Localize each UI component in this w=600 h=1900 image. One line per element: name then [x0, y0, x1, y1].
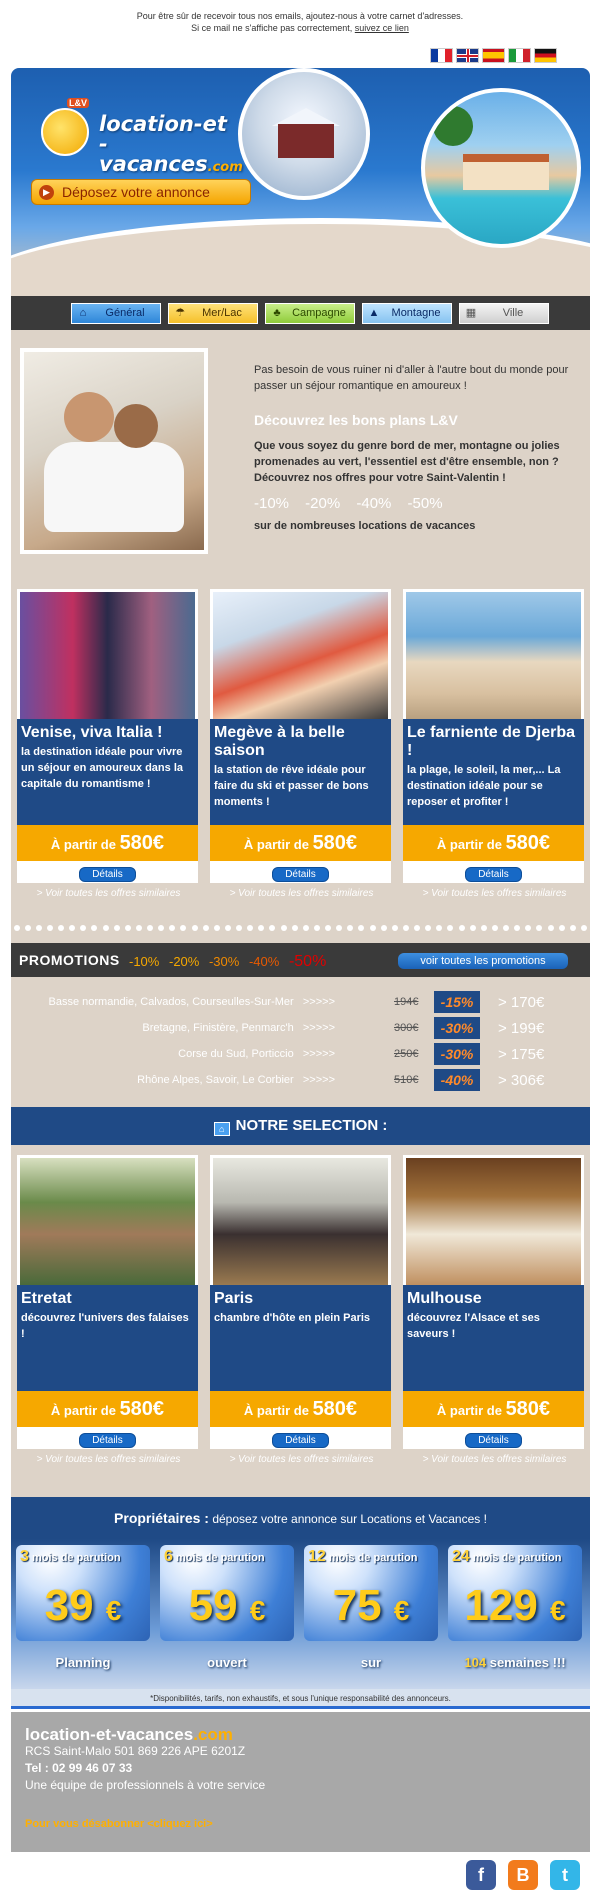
- tab-montagne-label: Montagne: [391, 307, 441, 319]
- promo-arrows: >>>>>: [302, 996, 335, 1008]
- promo-new-price: > 170€: [498, 994, 545, 1011]
- pricing-months: [308, 1548, 417, 1566]
- price-prefix: À partir de: [50, 1403, 116, 1418]
- pricing-caption: [16, 1655, 150, 1670]
- details-button[interactable]: Détails: [272, 867, 329, 882]
- promo-place-text: Rhône Alpes, Savoir, Le Corbier: [137, 1074, 294, 1086]
- pricing-box-24-months[interactable]: [448, 1545, 582, 1641]
- pricing-months-label: mois de parution: [31, 1552, 121, 1564]
- intro-section: [11, 330, 590, 578]
- promotions-percents: [129, 953, 326, 971]
- similar-offers-link[interactable]: > Voir toutes les offres similaires: [229, 888, 374, 899]
- owners-title-bold: Propriétaires :: [114, 1510, 209, 1526]
- offers-section: [11, 578, 590, 943]
- price-prefix: À partir de: [436, 1403, 502, 1418]
- pricing-price-value: 129: [464, 1581, 538, 1630]
- pricing-caption-text: ouvert: [207, 1655, 247, 1670]
- selection-photo-mulhouse[interactable]: [403, 1155, 584, 1285]
- pricing-currency: €: [393, 1595, 410, 1626]
- promo-place-text: Bretagne, Finistère, Penmarc'h: [142, 1022, 294, 1034]
- offer-title[interactable]: Venise, viva Italia !: [21, 724, 163, 741]
- social-links: [466, 1860, 580, 1890]
- category-nav: [11, 296, 590, 330]
- building-icon: ▦: [465, 307, 477, 319]
- tab-mer-lac[interactable]: [168, 303, 258, 324]
- promo-row[interactable]: [11, 1043, 590, 1067]
- offer-card: [210, 589, 391, 899]
- footer-brand-com: .com: [193, 1725, 233, 1744]
- similar-offers-link[interactable]: > Voir toutes les offres similaires: [36, 888, 181, 899]
- pricing-caption-text: sur: [360, 1655, 382, 1670]
- site-logo[interactable]: [41, 98, 243, 176]
- tab-mer-lac-label: Mer/Lac: [202, 307, 242, 319]
- details-button[interactable]: Détails: [79, 867, 136, 882]
- facebook-icon[interactable]: f: [466, 1860, 496, 1890]
- details-button[interactable]: Détails: [465, 1433, 522, 1448]
- pricing-months-num: 6: [164, 1548, 173, 1565]
- tab-ville[interactable]: [459, 303, 549, 324]
- home-icon: ⌂: [214, 1122, 230, 1136]
- promotions-list: [11, 977, 590, 1107]
- mountain-icon: ▲: [368, 307, 380, 319]
- flag-de-icon[interactable]: [534, 48, 557, 63]
- promo-pct: -40%: [248, 954, 280, 969]
- header-photo-pool-villa: [421, 88, 581, 248]
- view-online-link[interactable]: suivez ce lien: [354, 23, 409, 33]
- pricing-months-num: 24: [452, 1548, 470, 1565]
- promo-arrows: >>>>>: [302, 1022, 335, 1034]
- promo-row[interactable]: [11, 991, 590, 1015]
- pricing-months-num: 12: [308, 1548, 326, 1565]
- header-photo-snow-chalet: [238, 68, 370, 200]
- selection-section: [11, 1145, 590, 1497]
- pricing-months: [20, 1548, 121, 1566]
- tab-campagne[interactable]: [265, 303, 355, 324]
- promo-pct: -10%: [129, 954, 160, 969]
- pricing-box-3-months[interactable]: [16, 1545, 150, 1641]
- selection-photo-paris[interactable]: [210, 1155, 391, 1285]
- price-prefix: À partir de: [243, 1403, 309, 1418]
- logo-com: .com: [207, 160, 243, 175]
- promotions-bar: [11, 943, 590, 977]
- selection-price: [17, 1391, 198, 1427]
- owners-title-bar: [11, 1497, 590, 1539]
- pricing-price: [160, 1581, 294, 1631]
- pricing-currency: €: [105, 1595, 122, 1626]
- similar-offers-link[interactable]: > Voir toutes les offres similaires: [229, 1454, 374, 1465]
- flag-it-icon[interactable]: [508, 48, 531, 63]
- similar-offers-link[interactable]: > Voir toutes les offres similaires: [422, 888, 567, 899]
- logo-text: [99, 114, 243, 178]
- price-value: 580€: [505, 1398, 551, 1420]
- notice-line-2-text: Si ce mail ne s'affiche pas correctement,: [191, 23, 355, 33]
- price-value: 580€: [119, 1398, 165, 1420]
- offer-cards: [11, 589, 584, 899]
- pricing-price: [448, 1581, 582, 1631]
- footer-rcs: RCS Saint-Malo 501 869 226 APE 6201Z: [25, 1744, 246, 1758]
- price-prefix: À partir de: [50, 837, 116, 852]
- flag-es-icon[interactable]: [482, 48, 505, 63]
- promo-discount: -30%: [434, 1043, 480, 1065]
- pricing-price-value: 75: [332, 1581, 382, 1630]
- tab-general[interactable]: [71, 303, 161, 324]
- promo-arrows: >>>>>: [302, 1074, 335, 1086]
- pricing-price-value: 59: [188, 1581, 238, 1630]
- similar-offers-link[interactable]: > Voir toutes les offres similaires: [36, 1454, 181, 1465]
- promo-pct: -30%: [208, 954, 240, 969]
- promo-place: [137, 1074, 335, 1086]
- selection-title: NOTRE SELECTION :: [235, 1117, 388, 1134]
- deposez-annonce-button[interactable]: [31, 179, 251, 205]
- promo-new-price: > 175€: [498, 1046, 545, 1063]
- selection-title[interactable]: Mulhouse: [407, 1290, 482, 1307]
- pricing-caption: [448, 1655, 582, 1670]
- owners-title-rest: déposez votre annonce sur Locations et Vacances !: [208, 1512, 487, 1526]
- pricing-caption: [160, 1655, 294, 1670]
- selection-title[interactable]: Etretat: [21, 1290, 72, 1307]
- selection-desc: découvrez l'Alsace et ses saveurs !: [407, 1312, 540, 1340]
- price-value: 580€: [119, 832, 165, 854]
- offer-price: [403, 825, 584, 861]
- footer-brand-name: location-et-vacances: [25, 1725, 194, 1744]
- tab-ville-label: Ville: [502, 307, 524, 319]
- promo-discount: -15%: [434, 991, 480, 1013]
- price-prefix: À partir de: [436, 837, 502, 852]
- header-banner: [11, 68, 590, 296]
- selection-price: [403, 1391, 584, 1427]
- selection-card: [403, 1155, 584, 1465]
- similar-offers-link[interactable]: > Voir toutes les offres similaires: [422, 1454, 567, 1465]
- offer-desc: la station de rêve idéale pour faire du ski et passer de bons moments !: [214, 764, 369, 808]
- intro-percents: -10% -20% -40% -50%: [254, 495, 443, 512]
- selection-price: [210, 1391, 391, 1427]
- details-button[interactable]: Détails: [272, 1433, 329, 1448]
- dotted-divider: [11, 923, 590, 933]
- promo-discount: -30%: [434, 1017, 480, 1039]
- blogger-icon[interactable]: B: [508, 1860, 538, 1890]
- notice-line-1: Pour être sûr de recevoir tous nos emails, ajoutez-nous à votre carnet d'adresses.: [136, 11, 464, 21]
- promotions-label: PROMOTIONS: [19, 952, 120, 968]
- language-flags: [430, 48, 557, 63]
- offer-photo-megeve[interactable]: [210, 589, 391, 719]
- selection-card: [17, 1155, 198, 1465]
- offer-photo-djerba[interactable]: [403, 589, 584, 719]
- twitter-icon[interactable]: t: [550, 1860, 580, 1890]
- pricing-price: [304, 1581, 438, 1631]
- promo-old-price: 300€: [394, 1022, 419, 1034]
- offer-price: [17, 825, 198, 861]
- logo-text-line-1: location-et: [99, 112, 227, 136]
- pricing-caption: [304, 1655, 438, 1670]
- logo-badge: L&V: [69, 98, 87, 108]
- details-button[interactable]: Détails: [465, 867, 522, 882]
- beach-umbrella-icon: ☂: [175, 307, 185, 319]
- intro-paragraph-1: Pas besoin de vous ruiner ni d'aller à l'autre bout du monde pour passer un séjour romantique en amoureux !: [254, 364, 569, 392]
- offer-photo-venise[interactable]: [17, 589, 198, 719]
- promo-pct: -50%: [288, 953, 327, 970]
- pricing-price-value: 39: [44, 1581, 94, 1630]
- pricing-months: [164, 1548, 265, 1566]
- flag-fr-icon[interactable]: [430, 48, 453, 63]
- footer-phone: Tel : 02 99 46 07 33: [25, 1761, 133, 1775]
- promo-new-price: > 199€: [498, 1020, 545, 1037]
- promo-old-price: 510€: [394, 1074, 419, 1086]
- notice-line-2: [0, 22, 600, 34]
- footer-brand[interactable]: [25, 1726, 576, 1743]
- pricing-months-label: mois de parution: [328, 1552, 418, 1564]
- promo-row[interactable]: [11, 1069, 590, 1093]
- price-value: 580€: [312, 832, 358, 854]
- unsubscribe-link[interactable]: Pour vous désabonner <cliquez ici>: [25, 1818, 213, 1830]
- pricing-currency: €: [249, 1595, 266, 1626]
- pricing-caption-text: semaines !!!: [486, 1655, 566, 1670]
- promo-place-text: Corse du Sud, Porticcio: [178, 1048, 294, 1060]
- price-value: 580€: [505, 832, 551, 854]
- price-value: 580€: [312, 1398, 358, 1420]
- logo-text-line-2-main: -vacances: [99, 132, 208, 176]
- tab-general-label: Général: [105, 307, 145, 319]
- promo-place: [142, 1022, 335, 1034]
- price-prefix: À partir de: [243, 837, 309, 852]
- intro-heading: Découvrez les bons plans L&V: [254, 412, 458, 428]
- promo-old-price: 194€: [394, 996, 419, 1008]
- tab-campagne-label: Campagne: [292, 307, 346, 319]
- owners-pricing: [11, 1539, 590, 1689]
- home-icon: ⌂: [79, 307, 87, 319]
- email-notice: [0, 10, 600, 34]
- pricing-months-num: 3: [20, 1548, 29, 1565]
- deposez-annonce-label: Déposez votre annonce: [62, 184, 210, 200]
- promo-discount: -40%: [434, 1069, 480, 1091]
- promo-place: [49, 996, 335, 1008]
- selection-title-bar: [11, 1107, 590, 1145]
- selection-desc: chambre d'hôte en plein Paris: [214, 1312, 371, 1324]
- intro-paragraph-2: Que vous soyez du genre bord de mer, montagne ou jolies promenades au vert, l'essentiel est d'être ensemble, non ? Découvrez nos offres pour votre Saint-Valentin !: [254, 440, 560, 484]
- offer-title[interactable]: Le farniente de Djerba !: [407, 724, 576, 759]
- promo-arrows: >>>>>: [302, 1048, 335, 1060]
- selection-desc: découvrez l'univers des falaises !: [21, 1312, 189, 1340]
- pricing-caption-text: Planning: [55, 1655, 111, 1670]
- offer-desc: la destination idéale pour vivre un séjour en amoureux dans la capitale du romantisme !: [21, 746, 183, 790]
- tree-icon: ♣: [273, 307, 281, 319]
- offer-card: [403, 589, 584, 899]
- intro-couple-photo: [20, 348, 208, 554]
- offer-title[interactable]: Megève à la belle saison: [214, 724, 345, 759]
- intro-paragraph-3: sur de nombreuses locations de vacances: [254, 520, 476, 532]
- details-button[interactable]: Détails: [79, 1433, 136, 1448]
- pricing-months-label: mois de parution: [175, 1552, 265, 1564]
- offer-desc: la plage, le soleil, la mer,... La destination idéale pour se reposer et profiter !: [407, 764, 561, 808]
- promo-place-text: Basse normandie, Calvados, Courseulles-Sur-Mer: [48, 996, 294, 1008]
- promo-new-price: > 306€: [498, 1072, 545, 1089]
- promo-pct: -20%: [168, 954, 200, 969]
- disclaimer-note: *Disponibilités, tarifs, non exhaustifs, et sous l'unique responsabilité des annonceurs.: [11, 1689, 590, 1709]
- see-all-promotions-button[interactable]: voir toutes les promotions: [398, 953, 568, 969]
- footer-team: Une équipe de professionnels à votre service: [25, 1778, 266, 1792]
- pricing-box-12-months[interactable]: [304, 1545, 438, 1641]
- intro-text: [254, 362, 589, 534]
- promo-old-price: 250€: [394, 1048, 419, 1060]
- logo-text-line-2: [99, 134, 243, 178]
- pricing-months: [452, 1548, 561, 1566]
- promo-row[interactable]: [11, 1017, 590, 1041]
- pricing-price: [16, 1581, 150, 1631]
- flag-uk-icon[interactable]: [456, 48, 479, 63]
- selection-cards: [11, 1155, 584, 1465]
- pricing-caption-num: 104: [464, 1655, 487, 1670]
- selection-photo-etretat[interactable]: [17, 1155, 198, 1285]
- selection-card: [210, 1155, 391, 1465]
- pricing-box-6-months[interactable]: [160, 1545, 294, 1641]
- selection-title[interactable]: Paris: [214, 1290, 254, 1307]
- pricing-currency: €: [550, 1595, 566, 1626]
- offer-card: [17, 589, 198, 899]
- logo-house-icon: [41, 108, 89, 156]
- offer-price: [210, 825, 391, 861]
- tab-montagne[interactable]: [362, 303, 452, 324]
- arrow-right-icon: ▶: [39, 185, 54, 200]
- promo-place: [178, 1048, 335, 1060]
- footer: [11, 1712, 590, 1852]
- pricing-months-label: mois de parution: [472, 1552, 562, 1564]
